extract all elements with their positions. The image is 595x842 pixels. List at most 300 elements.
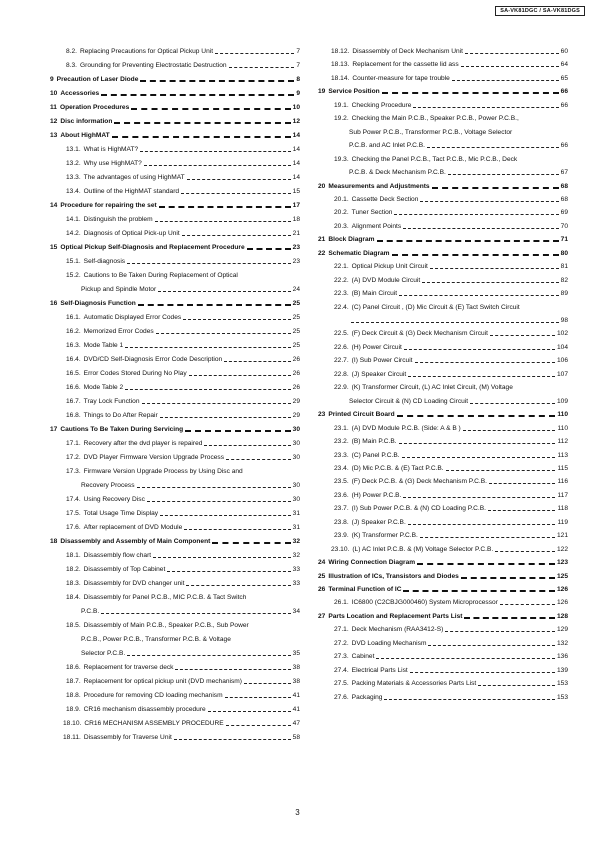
toc-entry-number: 22.7.	[334, 357, 349, 365]
toc-entry-title: Printed Circuit Board	[328, 411, 395, 419]
toc-entry-title: Terminal Function of IC	[328, 586, 402, 593]
dot-leader	[413, 107, 558, 108]
toc-subsection-entry[interactable]	[318, 422, 568, 433]
toc-entry-page: 71	[560, 236, 568, 244]
dot-leader	[175, 669, 290, 670]
toc-entry-page: 26	[292, 370, 300, 377]
toc-entry-title: Optical Pickup Unit Circuit	[351, 263, 428, 271]
toc-subsection-entry[interactable]	[318, 166, 568, 177]
toc-subsection-entry[interactable]	[50, 479, 300, 490]
toc-section-entry[interactable]	[50, 87, 300, 98]
toc-entry-title: P.C.B.	[81, 608, 100, 615]
toc-section-entry[interactable]	[50, 101, 300, 112]
toc-subsection-entry[interactable]	[50, 703, 300, 714]
toc-section-entry[interactable]	[50, 73, 300, 84]
toc-entry-title: Precaution of Laser Diode	[56, 76, 139, 83]
toc-entry-number: 23.8.	[334, 518, 349, 526]
dot-leader	[208, 711, 291, 712]
toc-entry-title: P.C.B. & Deck Mechanism P.C.B.	[349, 169, 446, 177]
toc-subsection-entry[interactable]	[318, 677, 568, 688]
toc-entry-number: 8.2.	[66, 48, 77, 55]
toc-entry-page: 23	[292, 244, 300, 251]
toc-entry-number: 22.3.	[334, 290, 349, 298]
toc-entry-number: 22.1.	[334, 263, 349, 271]
toc-subsection-entry[interactable]	[318, 112, 568, 123]
toc-entry-number: 27.1.	[334, 626, 349, 634]
toc-subsection-entry[interactable]	[50, 451, 300, 462]
toc-entry-page: 8	[296, 76, 300, 83]
dot-leader	[489, 483, 555, 484]
toc-entry-title: Outline of the HighMAT standard	[83, 188, 180, 195]
toc-subsection-entry[interactable]	[50, 353, 300, 364]
toc-entry-title: Recovery Process	[81, 482, 135, 489]
toc-entry-page: 69	[560, 209, 568, 217]
toc-section-entry[interactable]	[50, 297, 300, 308]
toc-subsection-entry[interactable]	[318, 206, 568, 217]
toc-entry-page: 82	[560, 276, 568, 284]
toc-subsection-entry[interactable]	[318, 260, 568, 271]
toc-entry-number: 22.4.	[334, 303, 349, 311]
toc-entry-number: 18.13.	[331, 61, 350, 69]
toc-entry-title: Disassembly for Panel P.C.B., MIC P.C.B. & Tact Switch	[83, 594, 247, 601]
dot-leader	[183, 319, 291, 320]
toc-subsection-entry[interactable]	[318, 193, 568, 204]
toc-subsection-entry[interactable]	[318, 435, 568, 446]
toc-entry-page: 128	[556, 612, 568, 620]
dot-leader	[142, 403, 291, 404]
toc-subsection-entry[interactable]	[318, 462, 568, 473]
toc-subsection-entry[interactable]	[318, 381, 568, 392]
dot-leader	[112, 136, 291, 138]
dot-leader	[101, 613, 290, 614]
toc-section-entry[interactable]	[318, 408, 568, 419]
toc-entry-page: 139	[556, 666, 568, 674]
toc-subsection-entry[interactable]	[50, 59, 300, 70]
toc-subsection-entry[interactable]	[50, 717, 300, 728]
dot-leader	[204, 445, 290, 446]
toc-section-entry[interactable]	[50, 199, 300, 210]
toc-entry-number: 23.9.	[334, 532, 349, 540]
toc-entry-title: Selector Circuit & (N) CD Loading Circuit	[349, 397, 469, 405]
dot-leader	[247, 248, 291, 250]
toc-subsection-entry[interactable]	[318, 58, 568, 69]
toc-subsection-entry[interactable]	[318, 274, 568, 285]
toc-entry-number: 18.12.	[331, 48, 350, 55]
toc-entry-title: (I) Sub Power Circuit	[351, 357, 413, 365]
toc-subsection-entry[interactable]	[318, 314, 568, 325]
toc-entry-title: Mode Table 2	[83, 384, 124, 391]
toc-subsection-entry[interactable]	[318, 637, 568, 648]
toc-entry-page: 12	[292, 118, 300, 125]
dot-leader	[224, 361, 290, 362]
toc-entry-page: 68	[560, 182, 568, 190]
toc-subsection-entry[interactable]	[50, 689, 300, 700]
toc-subsection-entry[interactable]	[50, 577, 300, 588]
toc-subsection-entry[interactable]	[50, 521, 300, 532]
toc-entry-title: DVD/CD Self-Diagnosis Error Code Description	[83, 356, 223, 363]
toc-entry-page: 32	[292, 552, 300, 559]
toc-subsection-entry[interactable]	[318, 475, 568, 486]
toc-subsection-entry[interactable]	[50, 45, 300, 56]
dot-leader	[160, 515, 291, 516]
toc-section-entry[interactable]	[50, 535, 300, 546]
toc-entry-title: Deck Mechanism (RAA3412-S)	[351, 626, 444, 634]
toc-subsection-entry[interactable]	[318, 368, 568, 379]
toc-entry-number: 13.3.	[66, 174, 81, 181]
toc-entry-page: 66	[560, 101, 568, 109]
dot-leader	[226, 725, 291, 726]
dot-leader	[186, 585, 290, 586]
toc-entry-number: 20.1.	[334, 195, 349, 203]
toc-entry-title: Block Diagram	[328, 236, 375, 244]
toc-subsection-entry[interactable]	[318, 220, 568, 231]
toc-entry-page: 58	[292, 734, 300, 741]
toc-entry-number: 18	[50, 538, 58, 545]
toc-entry-title: Measurements and Adjustments	[328, 182, 430, 190]
toc-entry-number: 26	[318, 586, 326, 593]
toc-entry-number: 15.2.	[66, 272, 81, 279]
toc-entry-title: (H) Power P.C.B.	[351, 491, 402, 499]
toc-entry-page: 7	[296, 48, 300, 55]
toc-entry-title: Grounding for Preventing Electrostatic Destruction	[80, 62, 227, 69]
toc-subsection-entry[interactable]	[50, 381, 300, 392]
toc-subsection-entry[interactable]	[318, 99, 568, 110]
toc-entry-number: 18.11.	[63, 734, 81, 741]
toc-entry-page: 109	[556, 397, 568, 405]
toc-entry-page: 14	[292, 160, 300, 167]
toc-subsection-entry[interactable]	[50, 731, 300, 742]
dot-leader	[147, 501, 291, 502]
toc-entry-title: Disassembly of Top Cabinet	[83, 566, 166, 573]
toc-entry-title: (B) Main P.C.B.	[351, 438, 397, 446]
toc-subsection-entry[interactable]	[50, 549, 300, 560]
toc-entry-title: Replacement for traverse deck	[83, 664, 174, 671]
toc-entry-number: 18.1.	[66, 552, 81, 559]
toc-subsection-entry[interactable]	[50, 437, 300, 448]
toc-entry-page: 118	[557, 505, 568, 513]
toc-entry-number: 22.2.	[334, 276, 349, 284]
toc-entry-number: 22.5.	[334, 330, 349, 338]
toc-subsection-entry[interactable]	[50, 591, 300, 602]
toc-entry-page: 98	[560, 317, 568, 324]
toc-entry-title: (D) Mic P.C.B. & (E) Tact P.C.B.	[351, 464, 444, 472]
toc-entry-page: 81	[560, 263, 568, 271]
dot-leader	[127, 655, 290, 656]
toc-section-entry[interactable]	[318, 85, 568, 96]
toc-entry-title: (H) Power Circuit	[351, 343, 402, 351]
dot-leader	[461, 66, 559, 67]
toc-subsection-entry[interactable]	[318, 664, 568, 675]
toc-entry-page: 119	[557, 518, 568, 526]
dot-leader	[225, 697, 291, 698]
toc-entry-page: 106	[556, 357, 568, 365]
dot-leader	[445, 631, 555, 632]
toc-entry-page: 123	[556, 559, 568, 567]
dot-leader	[377, 240, 559, 242]
toc-entry-page: 60	[560, 48, 568, 55]
toc-entry-number: 18.3.	[66, 580, 81, 587]
dot-leader	[182, 235, 291, 236]
toc-subsection-entry[interactable]	[318, 691, 568, 702]
toc-entry-title: Disassembly and Assembly of Main Component	[60, 538, 211, 545]
toc-entry-page: 29	[292, 412, 300, 419]
dot-leader	[452, 80, 559, 81]
toc-entry-title: Cassette Deck Section	[351, 195, 419, 203]
toc-entry-title: Service Position	[328, 88, 380, 96]
toc-entry-page: 25	[292, 314, 300, 321]
dot-leader	[212, 542, 290, 544]
dot-leader	[408, 376, 555, 377]
toc-entry-number: 23.5.	[334, 478, 349, 486]
toc-subsection-entry[interactable]	[318, 287, 568, 298]
toc-section-entry[interactable]	[50, 241, 300, 252]
toc-subsection-entry[interactable]	[318, 301, 568, 312]
toc-entry-page: 121	[556, 532, 568, 540]
toc-entry-number: 11	[50, 104, 57, 111]
toc-entry-page: 21	[292, 230, 300, 237]
toc-subsection-entry[interactable]	[50, 493, 300, 504]
toc-entry-title: Replacing Precautions for Optical Pickup Unit	[80, 48, 214, 55]
toc-entry-title: Sub Power P.C.B., Transformer P.C.B., Voltage Selector	[349, 128, 513, 136]
dot-leader	[127, 263, 291, 264]
toc-subsection-entry[interactable]	[318, 126, 568, 137]
toc-entry-page: 34	[292, 608, 300, 615]
toc-subsection-entry[interactable]	[318, 529, 568, 540]
toc-subsection-entry[interactable]	[50, 395, 300, 406]
toc-entry-title: Replacement for the cassette lid ass	[352, 61, 459, 69]
toc-entry-title: Checking the Panel P.C.B., Tact P.C.B., Mic P.C.B., Deck	[351, 155, 518, 163]
toc-section-entry[interactable]	[318, 570, 568, 581]
dot-leader	[185, 430, 290, 432]
toc-entry-number: 18.4.	[66, 594, 81, 601]
dot-leader	[140, 151, 291, 152]
dot-leader	[465, 53, 559, 54]
toc-entry-number: 18.5.	[66, 622, 81, 629]
toc-subsection-entry[interactable]	[50, 409, 300, 420]
toc-entry-title: (C) Panel P.C.B.	[351, 451, 400, 459]
toc-entry-page: 30	[292, 426, 300, 433]
dot-leader	[244, 683, 291, 684]
toc-entry-number: 16.4.	[66, 356, 81, 363]
dot-leader	[403, 590, 555, 592]
toc-entry-page: 110	[557, 424, 568, 432]
toc-subsection-entry[interactable]	[50, 367, 300, 378]
toc-section-entry[interactable]	[318, 583, 568, 594]
toc-subsection-entry[interactable]	[318, 354, 568, 365]
toc-entry-page: 126	[556, 586, 568, 593]
toc-entry-number: 17.4.	[66, 496, 81, 503]
dot-leader	[155, 221, 291, 222]
toc-subsection-entry[interactable]	[318, 341, 568, 352]
toc-subsection-entry[interactable]	[50, 171, 300, 182]
toc-subsection-entry[interactable]	[318, 516, 568, 527]
toc-entry-page: 33	[292, 566, 300, 573]
toc-entry-title: (A) DVD Module Circuit	[351, 276, 421, 284]
toc-entry-number: 27.2.	[334, 639, 349, 647]
toc-entry-page: 126	[556, 599, 568, 607]
dot-leader	[403, 228, 559, 229]
toc-subsection-entry[interactable]	[50, 325, 300, 336]
toc-subsection-entry[interactable]	[50, 661, 300, 672]
toc-section-entry[interactable]	[318, 247, 568, 258]
toc-entry-number: 15	[50, 244, 58, 251]
toc-subsection-entry[interactable]	[318, 72, 568, 83]
dot-leader	[402, 457, 556, 458]
toc-entry-page: 25	[292, 342, 300, 349]
toc-entry-number: 18.2.	[66, 566, 81, 573]
toc-entry-number: 14.1.	[66, 216, 81, 223]
toc-entry-number: 18.14.	[331, 74, 350, 82]
toc-subsection-entry[interactable]	[318, 502, 568, 513]
toc-entry-title: Electrical Parts List	[351, 666, 408, 674]
dot-leader	[158, 291, 291, 292]
toc-entry-title: Packaging	[351, 693, 383, 701]
page-number: 3	[295, 808, 300, 817]
toc-entry-number: 8.3.	[66, 62, 77, 69]
toc-entry-title: Checking the Main P.C.B., Speaker P.C.B., Power P.C.B.,	[351, 115, 519, 123]
toc-subsection-entry[interactable]	[318, 596, 568, 607]
toc-entry-page: 29	[292, 398, 300, 405]
toc-subsection-entry[interactable]	[318, 650, 568, 661]
toc-subsection-entry[interactable]	[50, 143, 300, 154]
toc-entry-number: 20	[318, 182, 326, 190]
dot-leader	[394, 214, 558, 215]
toc-entry-page: 10	[292, 104, 300, 111]
toc-entry-page: 102	[556, 330, 568, 338]
toc-entry-page: 14	[292, 146, 300, 153]
toc-entry-number: 23.2.	[334, 438, 349, 446]
dot-leader	[215, 53, 294, 54]
toc-subsection-entry[interactable]	[318, 623, 568, 634]
toc-entry-page: 17	[292, 202, 300, 209]
toc-entry-page: 35	[292, 650, 300, 657]
toc-entry-page: 32	[292, 538, 300, 545]
dot-leader	[167, 571, 290, 572]
toc-entry-page: 38	[292, 664, 300, 671]
dot-leader	[461, 577, 555, 579]
toc-section-entry[interactable]	[318, 180, 568, 191]
toc-subsection-entry[interactable]	[318, 395, 568, 406]
toc-subsection-entry[interactable]	[50, 311, 300, 322]
toc-subsection-entry[interactable]	[318, 45, 568, 56]
toc-subsection-entry[interactable]	[318, 489, 568, 500]
toc-entry-number: 16.1.	[66, 314, 81, 321]
toc-section-entry[interactable]	[318, 233, 568, 244]
toc-subsection-entry[interactable]	[50, 185, 300, 196]
toc-entry-page: 66	[560, 142, 568, 150]
toc-entry-number: 18.8.	[66, 692, 81, 699]
toc-entry-number: 21	[318, 236, 326, 244]
dot-leader	[410, 672, 555, 673]
dot-leader	[495, 551, 555, 552]
toc-entry-number: 16.2.	[66, 328, 81, 335]
toc-entry-number: 23.6.	[334, 491, 349, 499]
dot-leader	[500, 604, 555, 605]
toc-section-entry[interactable]	[318, 556, 568, 567]
toc-entry-title: Total Usage Time Display	[83, 510, 159, 517]
toc-entry-title: Disassembly flow chart	[83, 552, 152, 559]
toc-subsection-entry[interactable]	[50, 213, 300, 224]
toc-entry-page: 125	[556, 572, 568, 580]
toc-entry-number: 16.6.	[66, 384, 81, 391]
toc-entry-number: 12	[50, 118, 58, 125]
toc-entry-number: 22.6.	[334, 343, 349, 351]
toc-entry-title: Procedure for repairing the set	[60, 202, 157, 209]
toc-subsection-entry[interactable]	[50, 283, 300, 294]
toc-subsection-entry[interactable]	[50, 269, 300, 280]
toc-subsection-entry[interactable]	[50, 563, 300, 574]
toc-entry-title: CR16 mechanism disassembly procedure	[83, 706, 206, 713]
toc-entry-page: 136	[556, 653, 568, 661]
toc-entry-number: 14	[50, 202, 58, 209]
dot-leader	[376, 658, 555, 659]
toc-entry-number: 23.7.	[334, 505, 349, 513]
dot-leader	[490, 335, 555, 336]
toc-subsection-entry[interactable]	[50, 675, 300, 686]
dot-leader	[420, 537, 555, 538]
toc-entry-page: 41	[292, 706, 300, 713]
toc-entry-title: CR16 MECHANISM ASSEMBLY PROCEDURE	[84, 720, 224, 727]
toc-entry-title: Error Codes Stored During No Play	[83, 370, 187, 377]
toc-subsection-entry[interactable]	[50, 647, 300, 658]
toc-entry-number: 17.1.	[66, 440, 81, 447]
dot-leader	[422, 282, 558, 283]
toc-entry-title: (B) Main Circuit	[351, 290, 398, 298]
toc-subsection-entry[interactable]	[50, 619, 300, 630]
toc-subsection-entry[interactable]	[50, 157, 300, 168]
toc-section-entry[interactable]	[50, 423, 300, 434]
toc-entry-title: About HighMAT	[60, 132, 110, 139]
toc-entry-title: Packing Materials & Accessories Parts List	[351, 680, 477, 688]
toc-section-entry[interactable]	[50, 115, 300, 126]
dot-leader	[181, 193, 291, 194]
dot-leader	[131, 108, 290, 110]
toc-subsection-entry[interactable]	[50, 605, 300, 616]
toc-subsection-entry[interactable]	[50, 339, 300, 350]
toc-subsection-entry[interactable]	[318, 449, 568, 460]
toc-entry-title: (I) Sub Power P.C.B. & (N) CD Loading P.C.B.	[351, 505, 486, 513]
dot-leader	[397, 415, 556, 417]
dot-leader	[415, 362, 555, 363]
toc-entry-page: 15	[292, 188, 300, 195]
toc-subsection-entry[interactable]	[318, 543, 568, 554]
dot-leader	[144, 165, 291, 166]
dot-leader	[392, 254, 559, 256]
toc-entry-title: Disassembly of Deck Mechanism Unit	[352, 48, 464, 55]
dot-leader	[488, 510, 556, 511]
toc-section-entry[interactable]	[318, 610, 568, 621]
toc-entry-title: What is HighMAT?	[83, 146, 139, 153]
toc-subsection-entry[interactable]	[50, 465, 300, 476]
toc-subsection-entry[interactable]	[50, 227, 300, 238]
toc-entry-page: 153	[556, 693, 568, 701]
toc-entry-page: 68	[560, 195, 568, 203]
toc-subsection-entry[interactable]	[50, 255, 300, 266]
toc-entry-number: 19	[318, 88, 326, 96]
toc-subsection-entry[interactable]	[318, 327, 568, 338]
toc-subsection-entry[interactable]	[318, 139, 568, 150]
toc-entry-title: Disc information	[60, 118, 113, 125]
toc-entry-number: 23.10.	[331, 545, 350, 553]
toc-subsection-entry[interactable]	[50, 507, 300, 518]
toc-entry-number: 22.9.	[334, 384, 349, 392]
toc-entry-number: 19.3.	[334, 155, 349, 163]
toc-section-entry[interactable]	[50, 129, 300, 140]
toc-entry-title: (F) Deck Circuit & (G) Deck Mechanism Circuit	[351, 330, 488, 338]
toc-subsection-entry[interactable]	[50, 633, 300, 644]
toc-subsection-entry[interactable]	[318, 153, 568, 164]
toc-entry-title: Memorized Error Codes	[83, 328, 154, 335]
